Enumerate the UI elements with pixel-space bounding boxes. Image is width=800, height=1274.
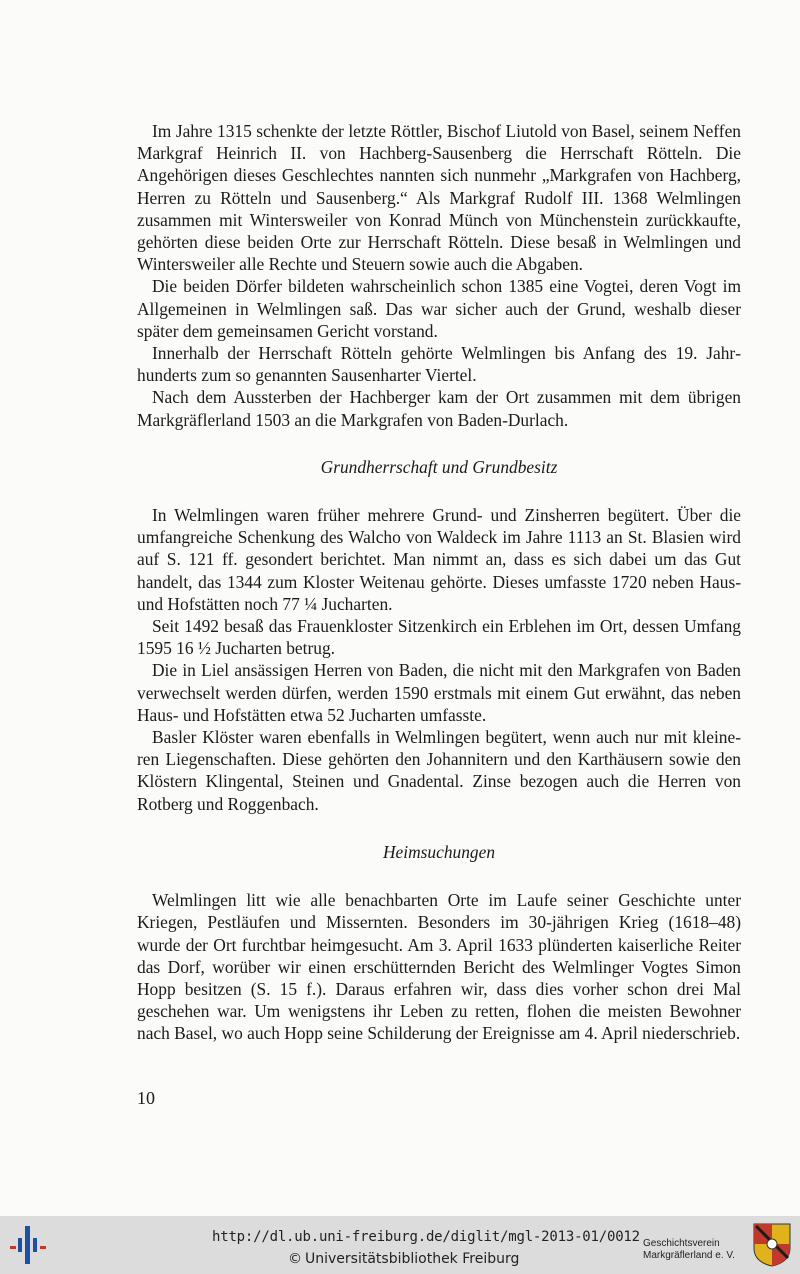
- paragraph: In Welmlingen waren früher mehrere Grund- und Zinsherren begütert. Über die umfangreiche Schenkung des Walcho von Waldeck im Jahre 1113 an St. Blasien wird auf S. 121 ff. gesondert berichtet. Man nimmt an, dass es sich dabei um das Gut handelt, das 1344 zum Kloster Weitenau gehörte. Dieses umfasste 1720 neben Haus- und Hofstätten noch 77 ¼ Jucharten.: [137, 505, 741, 614]
- paragraph: Welmlingen litt wie alle benachbarten Orte im Laufe seiner Geschichte unter Kriegen, Pestläufen und Missernten. Besonders im 30-jährigen Krieg (1618–48) wurde der Ort furchtbar heimgesucht. Am 3. April 1633 plünderten kaiserliche Reiter das Dorf, worüber wir einen erschütternden Bericht des Welmlinger Vogtes Simon Hopp besitzen (S. 15 f.). Daraus erfahren wir, dass dies vorher schon drei Mal geschehen war. Um wenigstens ihr Leben zu retten, flohen die meisten Bewohner nach Basel, wo auch Hopp seine Schilderung der Ereignisse am 4. April niederschrieb.: [137, 890, 741, 1044]
- copyright-symbol: ©: [288, 1251, 302, 1267]
- paragraph: Im Jahre 1315 schenkte der letzte Röttler, Bischof Liutold von Basel, seinem Neffen Markgraf Heinrich II. von Hachberg-Sausenberg die Herrschaft Rötteln. Die Angehörigen dieses Geschlechtes nannten sich nunmehr „Markgrafen von Hachberg, Herren zu Rötteln und Sausenberg.“ Als Markgraf Rudolf III. 1368 Welmlingen zusammen mit Wintersweiler von Konrad Münch von Münchenstein zurückkaufte, gehörten diese beiden Orte zur Herrschaft Rötteln. Diese besaß in Welmlingen und Wintersweiler alle Rechte und Steuern sowie auch die Abgaben.: [137, 121, 741, 275]
- section-heading: Grundherrschaft und Grundbesitz: [320, 456, 558, 477]
- coat-of-arms-icon: [752, 1222, 792, 1268]
- document-body: [137, 120, 741, 1045]
- viewer-footer: [0, 1216, 800, 1274]
- paragraph: Die beiden Dörfer bildeten wahrscheinlich schon 1385 eine Vogtei, deren Vogt im Allgemeinen in Welmlingen saß. Das war sicher auch der Grund, weshalb dieser später dem gemeinsamen Gericht vorstand.: [137, 276, 741, 341]
- paragraph: Innerhalb der Herrschaft Rötteln gehörte Welmlingen bis Anfang des 19. Jahrhunderts zum so genannten Sausenharter Viertel.: [137, 343, 741, 386]
- publisher-line-2: Markgräflerland e. V.: [643, 1250, 735, 1261]
- paragraph: Basler Klöster waren ebenfalls in Welmlingen begütert, wenn auch nur mit kleineren Liegenschaften. Diese gehörten den Johannitern und den Karthäusern sowie den Klöstern Klingental, Steinen und Gnadental. Zinse bezogen auch die Herren von Rotberg und Roggenbach.: [137, 727, 741, 814]
- page-number: 10: [137, 1088, 155, 1108]
- section-heading: Heimsuchungen: [382, 841, 496, 862]
- copyright-holder: Universitätsbibliothek Freiburg: [305, 1251, 520, 1267]
- library-logo-icon[interactable]: [10, 1224, 52, 1266]
- document-url-link[interactable]: http://dl.ub.uni-freiburg.de/diglit/mgl-2013-01/0012: [212, 1229, 640, 1245]
- copyright-notice: [288, 1251, 519, 1267]
- paragraph: Nach dem Aussterben der Hachberger kam der Ort zusammen mit dem übrigen Markgräflerland 1503 an die Markgrafen von Baden-Durlach.: [137, 387, 741, 430]
- publisher-line-1: Geschichtsverein: [643, 1238, 720, 1249]
- publisher-name: [643, 1238, 735, 1262]
- paragraph: Die in Liel ansässigen Herren von Baden, die nicht mit den Markgrafen von Baden verwechselt werden dürfen, werden 1590 erstmals mit einem Gut erwähnt, das neben Haus- und Hofstätten etwa 52 Jucharten umfasste.: [137, 660, 741, 725]
- paragraph: Seit 1492 besaß das Frauenkloster Sitzenkirch ein Erblehen im Ort, dessen Umfang 1595 16 ½ Jucharten betrug.: [137, 616, 741, 659]
